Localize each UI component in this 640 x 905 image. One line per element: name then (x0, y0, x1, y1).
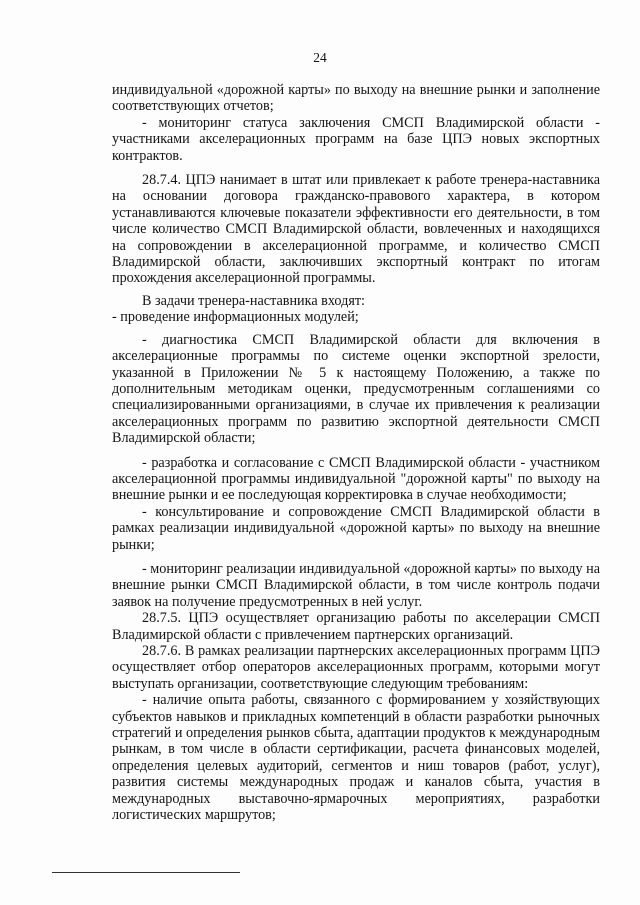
paragraph-28-7-4: 28.7.4. ЦПЭ нанимает в штат или привлекает к работе тренера-наставника на основании договора гражданско-правового характера, в котором устанавливаются ключевые показатели эффективности его деятельности, в том числе количество СМСП Владимирской области, вовлеченных и находящихся на сопровождении в акселерационной программе, и количество СМСП Владимирской области, заключивших экспортный контракт по итогам прохождения акселерационной программы. (112, 172, 600, 287)
list-item-roadmap-monitoring: - мониторинг реализации индивидуальной «дорожной карты» по выходу на внешние рынки СМСП Владимирской области, в том числе контроль подачи заявок на получение предусмотренных в ней услуг. (112, 560, 600, 610)
document-body (112, 82, 600, 823)
footnote-divider (52, 872, 240, 873)
paragraph-28-7-5: 28.7.5. ЦПЭ осуществляет организацию работы по акселерации СМСП Владимирской области с привлечением партнерских организаций. (112, 610, 600, 643)
list-item-consulting: - консультирование и сопровождение СМСП Владимирской области в рамках реализации индивидуальной «дорожной карты» по выходу на внешние рынки; (112, 503, 600, 553)
paragraph-contract-monitoring: - мониторинг статуса заключения СМСП Владимирской области - участниками акселерационных программ на базе ЦПЭ новых экспортных контрактов. (112, 114, 600, 164)
list-item-info-modules: - проведение информационных модулей; (112, 309, 359, 326)
list-item-diagnostics: - диагностика СМСП Владимирской области для включения в акселерационные программы по системе оценки экспортной зрелости, указанной в Приложении № 5 к настоящему Положению, а также по дополнительным методикам оценки, предусмотренным соглашениями со специализированными организациями, в случае их привлечения к реализации акселерационных программ по развитию экспортной деятельности СМСП Владимирской области; (112, 331, 600, 447)
paragraph-mentor-tasks-heading: В задачи тренера-наставника входят: (142, 292, 365, 309)
list-item-roadmap-development: - разработка и согласование с СМСП Владимирской области - участником акселерационной программы индивидуальной "дорожной карты" по выходу на внешние рынки и ее последующая корректировка в случае необходимости; (112, 454, 600, 504)
list-item-operator-requirements: - наличие опыта работы, связанного с формированием у хозяйствующих субъектов навыков и прикладных компетенций в области разработки рыночных стратегий и определения рынков сбыта, адаптации продуктов к международным рынкам, в том числе в области сертификации, расчета финансовых моделей, определения целевых аудиторий, сегментов и ниш товаров (работ, услуг), развития системы международных продаж и каналов сбыта, участия в международных выставочно-ярмарочных мероприятиях, разработки логистических маршрутов; (112, 692, 600, 824)
paragraph-28-7-6: 28.7.6. В рамках реализации партнерских акселерационных программ ЦПЭ осуществляет отбор операторов акселерационных программ, которыми могут выступать организации, соответствующие следующим требованиям: (112, 643, 600, 692)
page-number: 24 (313, 50, 327, 65)
paragraph-roadmap-reports: индивидуальной «дорожной карты» по выходу на внешние рынки и заполнение соответствующих отчетов; (112, 82, 600, 115)
